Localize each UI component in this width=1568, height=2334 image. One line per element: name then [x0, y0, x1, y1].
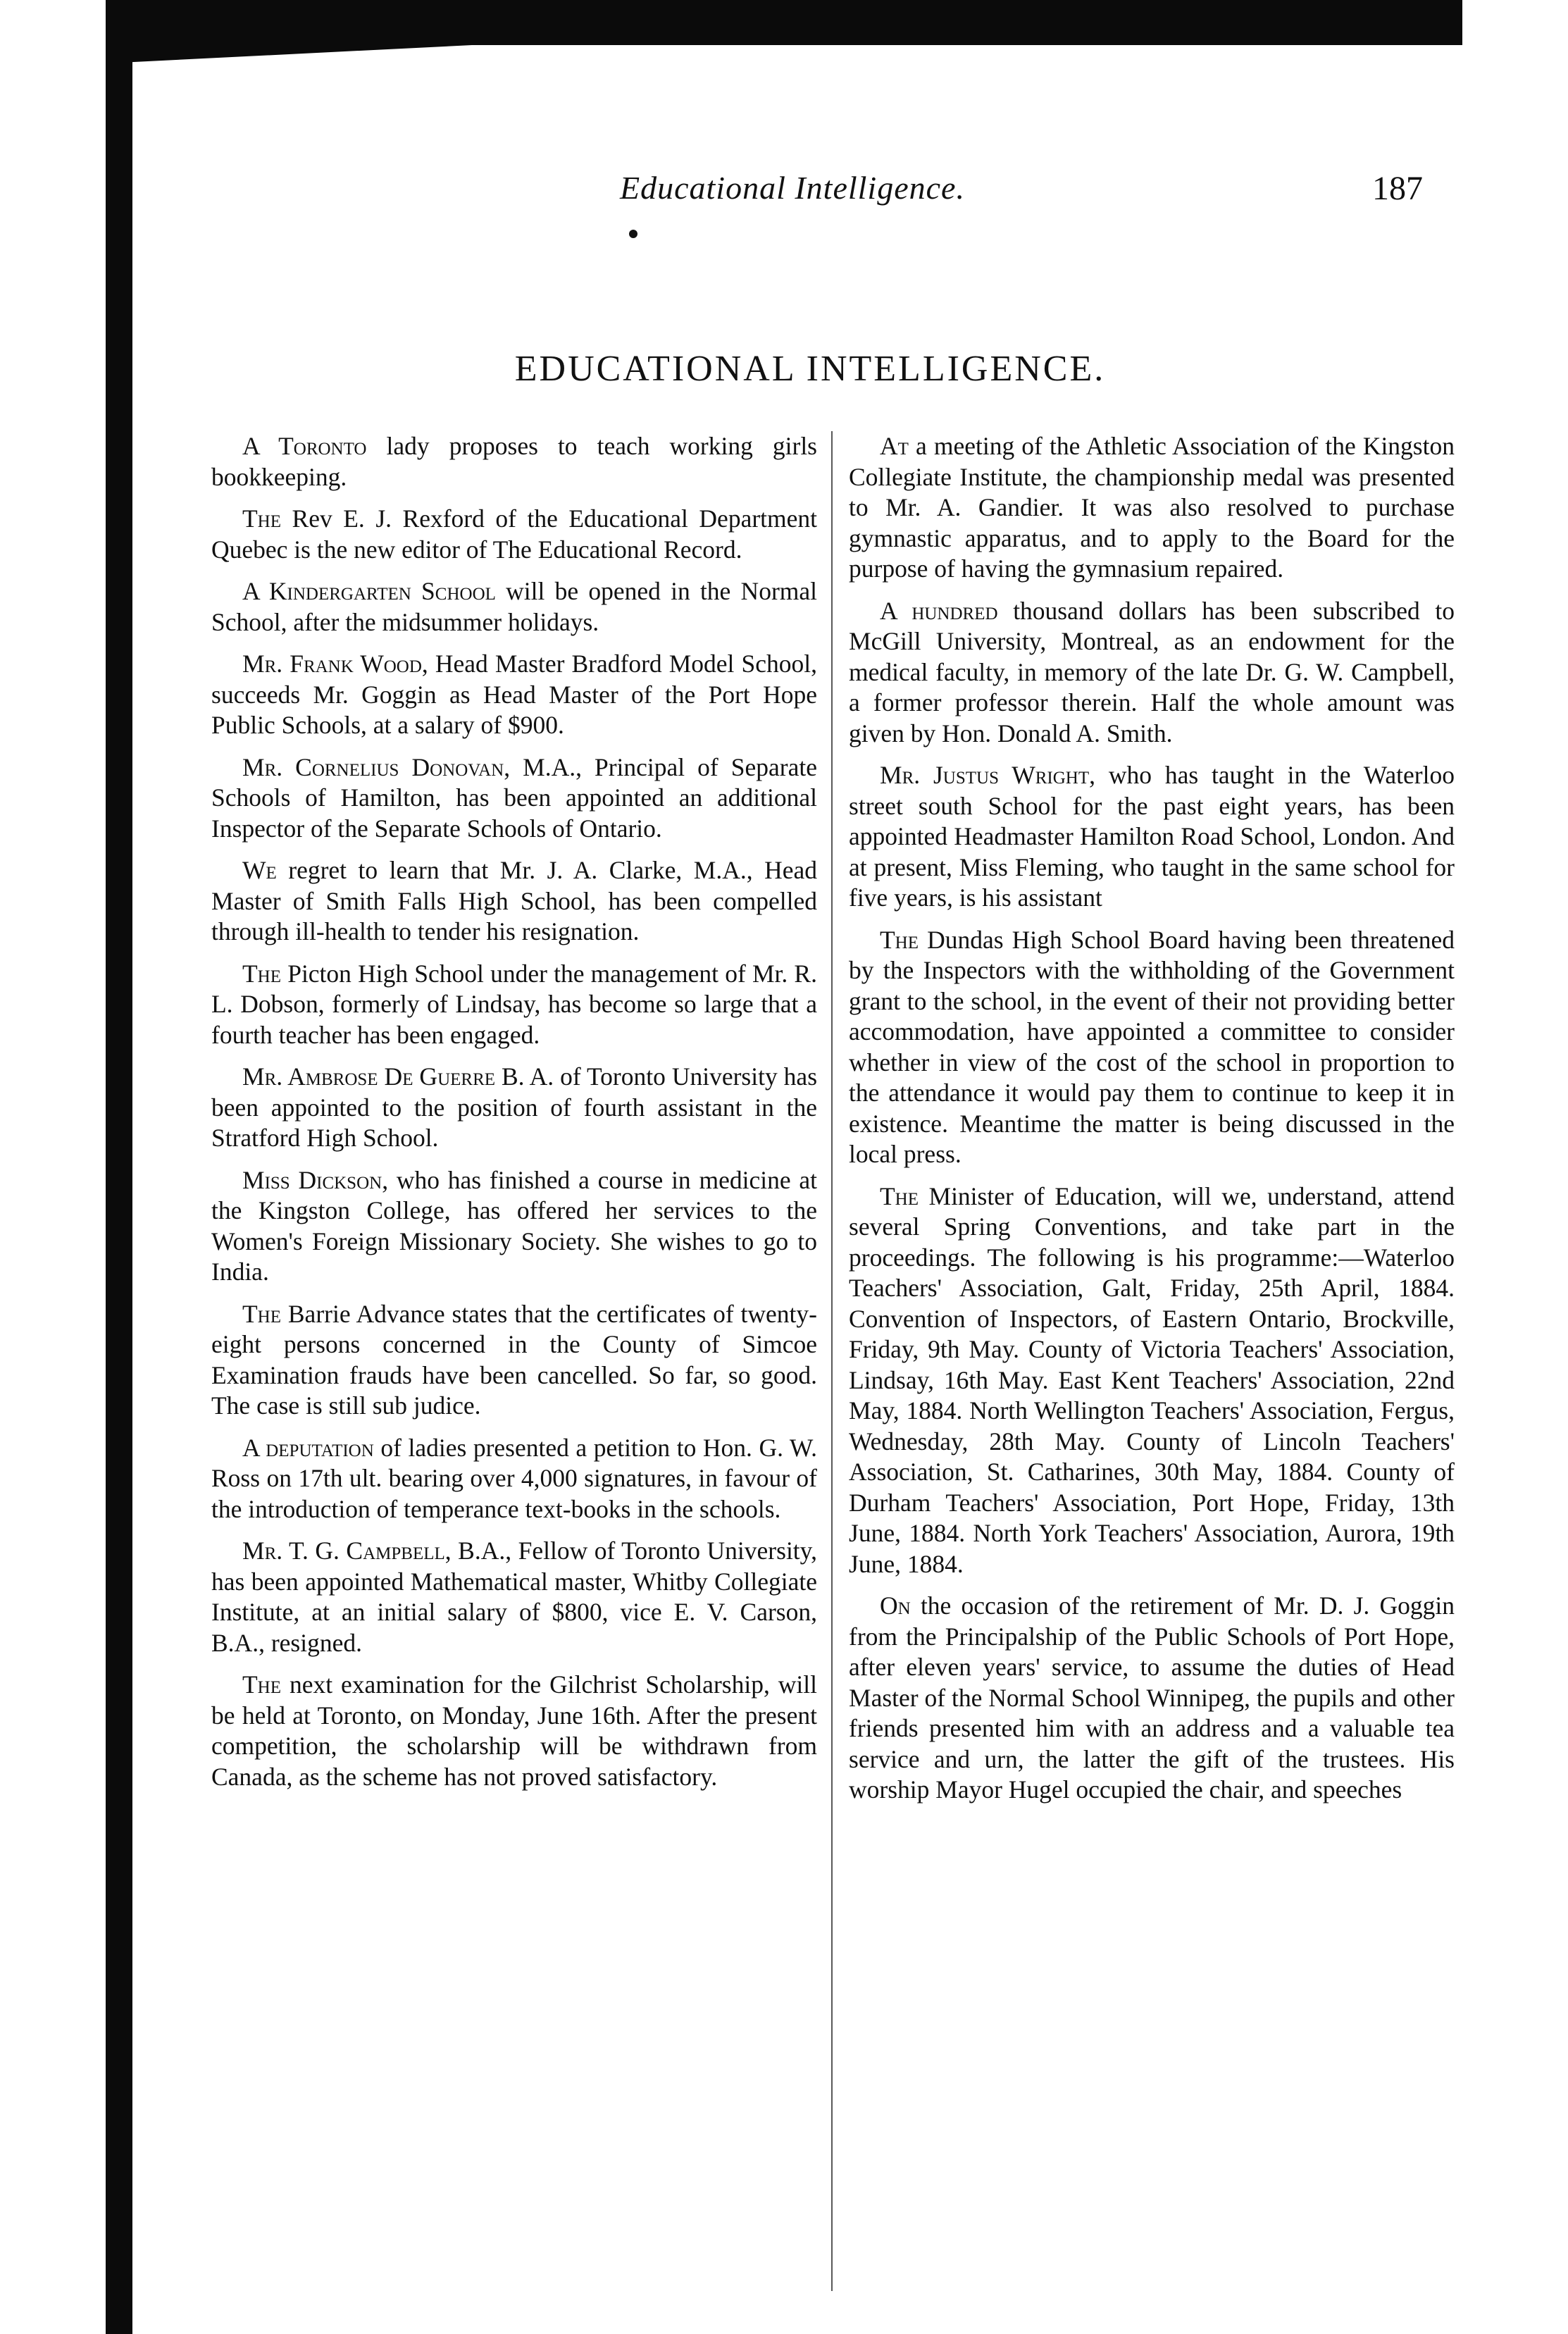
right-column: [849, 431, 1455, 1817]
paragraph: [849, 596, 1455, 750]
scan-edge-top: [106, 0, 1462, 45]
paragraph-lead: The: [880, 925, 919, 954]
paragraph-lead: Mr. Justus Wright,: [880, 761, 1095, 789]
paragraph-lead: On: [880, 1591, 911, 1620]
paragraph-text: Rev E. J. Rexford of the Educational Department Quebec is the new editor of The Educational Record.: [211, 504, 817, 564]
paragraph: [849, 760, 1455, 914]
paragraph-lead: A Kindergarten School: [242, 577, 496, 605]
paragraph: [849, 925, 1455, 1170]
paragraph-lead: The: [880, 1181, 919, 1210]
paragraph: [211, 504, 817, 565]
paragraph-text: who has taught in the Waterloo street south School for the past eight years, has been appointed Headmaster Hamilton Road School, London. And at present, Miss Fleming, who taught in the same school for five years, is his assistant: [849, 761, 1455, 912]
paragraph-text: regret to learn that Mr. J. A. Clarke, M.A., Head Master of Smith Falls High School, has been compelled through ill-health to tender his resignation.: [211, 856, 817, 945]
page-number: 187: [1372, 170, 1423, 207]
paragraph-lead: The: [242, 504, 282, 533]
paragraph-text: will be opened in the Normal School, after the midsummer holidays.: [211, 577, 817, 636]
paragraph-text: Head Master Bradford Model School, succeeds Mr. Goggin as Head Master of the Port Hope Public Schools, at a salary of $900.: [211, 650, 817, 739]
paragraph: [211, 649, 817, 741]
paragraph-text: who has finished a course in medicine at the Kingston College, has offered her services to the Women's Foreign Missionary Society. She wishes to go to India.: [211, 1165, 818, 1286]
paragraph-lead: The: [242, 1299, 282, 1328]
scan-edge-left: [106, 45, 132, 2334]
paragraph-text: Picton High School under the management of Mr. R. L. Dobson, formerly of Lindsay, has become so large that a fourth teacher has been engaged.: [211, 959, 817, 1049]
paragraph-lead: Miss Dickson,: [242, 1165, 389, 1194]
paragraph-lead: Mr. Frank Wood,: [242, 650, 428, 678]
paragraph: [849, 1591, 1455, 1806]
paragraph-lead: Mr. Ambrose De Guerre: [242, 1062, 496, 1091]
paragraph-text: Dundas High School Board having been threatened by the Inspectors with the withholding of the Government grant to the school, in the event of their not providing better accommodation, have appointed a committee to consider whether in view of the cost of the school in proportion to the attendance it would pay them to continue to keep it in existence. Meantime the matter is being discussed in the local press.: [849, 925, 1455, 1168]
paragraph: [211, 1536, 817, 1658]
header-dot: [629, 230, 637, 238]
paragraph-text: B. A. of Toronto University has been appointed to the position of fourth assistant in the Stratford High School.: [211, 1062, 818, 1152]
paragraph-text: thousand dollars has been subscribed to McGill University, Montreal, as an endowment for the medical faculty, in memory of the late Dr. G. W. Campbell, a former professor therein. Half the whole amount was given by Hon. Donald A. Smith.: [849, 596, 1455, 747]
section-title: EDUCATIONAL INTELLIGENCE.: [514, 349, 1106, 389]
paragraph-text: M.A., Principal of Separate Schools of Hamilton, has been appointed an additional Inspector of the Separate Schools of Ontario.: [211, 752, 817, 843]
paragraph: [211, 752, 817, 845]
paragraph-text: lady proposes to teach working girls bookkeeping.: [211, 432, 817, 491]
paragraph-lead: Mr. T. G. Campbell,: [242, 1537, 452, 1565]
paragraph-lead: A deputation: [242, 1433, 374, 1462]
paragraph-text: the occasion of the retirement of Mr. D. J. Goggin from the Principalship of the Public Schools of Port Hope, after eleven years' service, to assume the duties of Head Master of the Normal School Winnipeg, the pupils and other friends presented him with an address and a valuable tea service and urn, the latter the gift of the trustees. His worship Mayor Hugel occupied the chair, and speeches: [849, 1591, 1455, 1804]
paragraph: [211, 1670, 817, 1792]
paragraph-lead: A Toronto: [242, 432, 367, 460]
paragraph-text: B.A., Fellow of Toronto University, has been appointed Mathematical master, Whitby Collegiate Institute, at an initial salary of $800, vice E. V. Carson, B.A., resigned.: [211, 1537, 817, 1657]
paragraph-text: Barrie Advance states that the certificates of twenty-eight persons concerned in the County of Simcoe Examination frauds have been cancelled. So far, so good. The case is still sub judice.: [211, 1299, 817, 1420]
paragraph-lead: The: [242, 1670, 282, 1699]
paragraph: [211, 576, 817, 638]
paragraph: [211, 1299, 817, 1422]
paragraph-lead: A hundred: [880, 596, 998, 625]
paragraph-text: of ladies presented a petition to Hon. G. W. Ross on 17th ult. bearing over 4,000 signatures, in favour of the introduction of temperance text-books in the schools.: [211, 1433, 818, 1523]
paragraph: [211, 959, 817, 1051]
paragraph-text: a meeting of the Athletic Association of the Kingston Collegiate Institute, the championship medal was presented to Mr. A. Gandier. It was also resolved to purchase gymnastic apparatus, and to apply to the Board for the purpose of having the gymnasium repaired.: [849, 432, 1455, 583]
column-divider: [831, 431, 833, 2291]
running-title: Educational Intelligence.: [620, 170, 965, 206]
paragraph: [211, 1062, 817, 1154]
paragraph-lead: At: [880, 432, 909, 460]
paragraph-lead: The: [242, 959, 282, 988]
paragraph: [849, 1181, 1455, 1580]
paragraph: [211, 431, 817, 492]
scan-edge-top-fade: [106, 45, 472, 63]
paragraph: [211, 855, 817, 948]
paragraph: [849, 431, 1455, 585]
scan-margin-right: [1462, 0, 1568, 2334]
paragraph-lead: Mr. Cornelius Donovan,: [242, 752, 511, 781]
paragraph-text: Minister of Education, will we, understand, attend several Spring Conventions, and take part in the proceedings. The following is his programme:—Waterloo Teachers' Association, Galt, Friday, 25th April, 1884. Convention of Inspectors, of Eastern Ontario, Brockville, Friday, 9th May. County of Victoria Teachers' Association, Lindsay, 16th May. East Kent Teachers' Association, 22nd May, 1884. North Wellington Teachers' Association, Fergus, Wednesday, 28th May. County of Lincoln Teachers' Association, St. Catharines, 30th May, 1884. County of Durham Teachers' Association, Port Hope, Friday, 13th June, 1884. North York Teachers' Association, Aurora, 19th June, 1884.: [849, 1181, 1455, 1578]
paragraph: [211, 1433, 817, 1525]
paragraph-lead: We: [242, 856, 277, 884]
paragraph-text: next examination for the Gilchrist Scholarship, will be held at Toronto, on Monday, June 16th. After the present competition, the scholarship will be withdrawn from Canada, as the scheme has not proved satisfactory.: [211, 1670, 817, 1791]
left-column: [211, 431, 817, 1804]
paragraph: [211, 1165, 817, 1288]
page-header: [620, 169, 1423, 218]
